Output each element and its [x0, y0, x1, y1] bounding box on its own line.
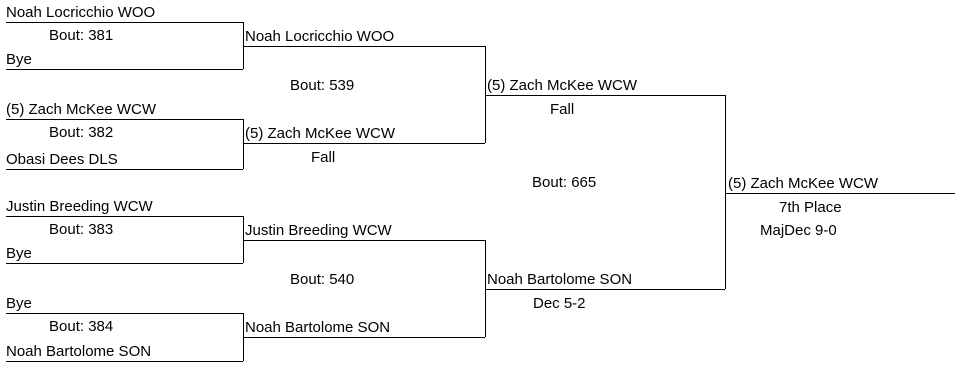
match-result: Fall — [311, 149, 336, 166]
wrestler-name: Bye — [6, 295, 32, 312]
bracket-line — [243, 240, 485, 241]
wrestler-name: Bye — [6, 245, 32, 262]
bracket-line — [485, 289, 725, 290]
wrestler-name: Noah Locricchio WOO — [6, 4, 156, 21]
wrestler-name: Justin Breeding WCW — [245, 222, 392, 239]
bracket-line — [243, 119, 244, 169]
wrestler-name: (5) Zach McKee WCW — [487, 77, 638, 94]
bracket-line — [725, 95, 726, 289]
bout-number: Bout: 665 — [532, 174, 597, 191]
bout-number: Bout: 539 — [290, 77, 355, 94]
bout-number: Bout: 384 — [49, 318, 114, 335]
bracket-line — [6, 119, 243, 120]
wrestler-name: (5) Zach McKee WCW — [6, 101, 157, 118]
bracket-line — [485, 95, 725, 96]
bracket-line — [243, 46, 485, 47]
bracket-line — [243, 337, 485, 338]
wrestler-name: Justin Breeding WCW — [6, 198, 153, 215]
bracket-line — [6, 169, 243, 170]
wrestler-name: Noah Bartolome SON — [487, 271, 633, 288]
bracket-line — [725, 193, 955, 194]
wrestler-name: Bye — [6, 51, 32, 68]
bracket-line — [6, 69, 243, 70]
match-result: MajDec 9-0 — [760, 222, 837, 239]
bracket-line — [6, 313, 243, 314]
wrestler-name: (5) Zach McKee WCW — [245, 125, 396, 142]
winner-name: (5) Zach McKee WCW — [728, 175, 879, 192]
bracket-line — [6, 361, 243, 362]
match-result: Dec 5-2 — [533, 295, 586, 312]
match-result: Fall — [550, 101, 575, 118]
placement-label: 7th Place — [779, 199, 842, 216]
bracket-line — [6, 216, 243, 217]
wrestler-name: Obasi Dees DLS — [6, 151, 118, 168]
bout-number: Bout: 381 — [49, 27, 114, 44]
wrestler-name: Noah Bartolome SON — [6, 343, 152, 360]
bracket-line — [6, 22, 243, 23]
bracket-line — [243, 143, 485, 144]
bout-number: Bout: 540 — [290, 271, 355, 288]
wrestler-name: Noah Bartolome SON — [245, 319, 391, 336]
bout-number: Bout: 383 — [49, 221, 114, 238]
bracket-line — [6, 263, 243, 264]
wrestler-name: Noah Locricchio WOO — [245, 28, 395, 45]
bout-number: Bout: 382 — [49, 124, 114, 141]
